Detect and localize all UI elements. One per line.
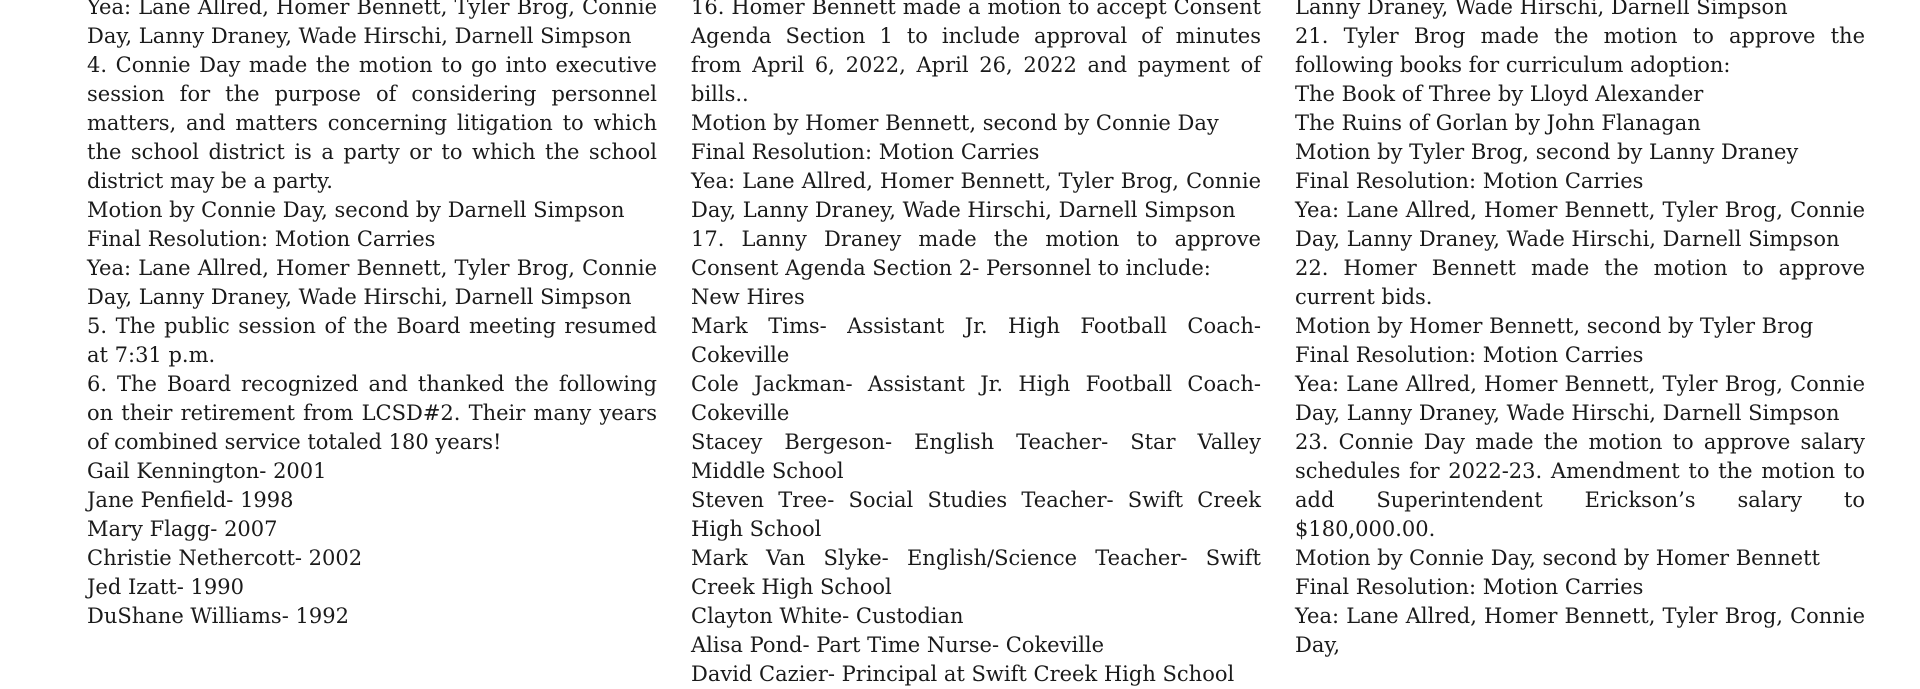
paragraph-motion-22: Motion by Homer Bennett, second by Tyler Brog (1295, 314, 1814, 338)
column-3 (1295, 0, 1865, 660)
section-new-hires: New Hires (691, 285, 805, 309)
paragraph-item-6: 6. The Board recognized and thanked the following on their retirement from LCSD#2. Their many years of combined service totaled 180 years! (87, 372, 657, 454)
retiree-2: Jane Penfield- 1998 (87, 488, 294, 512)
paragraph-item-22: 22. Homer Bennett made the motion to approve current bids. (1295, 256, 1865, 309)
paragraph-resolution-16: Final Resolution: Motion Carries (691, 140, 1040, 164)
hire-2: Cole Jackman- Assistant Jr. High Football Coach- Cokeville (691, 372, 1261, 425)
paragraph-vote-16: Yea: Lane Allred, Homer Bennett, Tyler Brog, Connie Day, Lanny Draney, Wade Hirschi, Darnell Simpson (691, 169, 1261, 222)
paragraph-resolution-21: Final Resolution: Motion Carries (1295, 169, 1644, 193)
hire-4: Steven Tree- Social Studies Teacher- Swift Creek High School (691, 488, 1261, 541)
retiree-4: Christie Nethercott- 2002 (87, 546, 363, 570)
paragraph-item-5: 5. The public session of the Board meeting resumed at 7:31 p.m. (87, 314, 657, 367)
paragraph-item-17: 17. Lanny Draney made the motion to approve Consent Agenda Section 2- Personnel to include: (691, 227, 1261, 280)
hire-5: Mark Van Slyke- English/Science Teacher- Swift Creek High School (691, 546, 1261, 599)
paragraph-item-16: 16. Homer Bennett made a motion to accept Consent Agenda Section 1 to include approval of minutes from April 6, 2022, April 26, 2022 and payment of bills.. (691, 0, 1261, 106)
book-1: The Book of Three by Lloyd Alexander (1295, 82, 1704, 106)
hire-3: Stacey Bergeson- English Teacher- Star Valley Middle School (691, 430, 1261, 483)
paragraph-vote-22: Yea: Lane Allred, Homer Bennett, Tyler Brog, Connie Day, Lanny Draney, Wade Hirschi, Darnell Simpson (1295, 372, 1865, 425)
retiree-1: Gail Kennington- 2001 (87, 459, 327, 483)
paragraph-motion-23: Motion by Connie Day, second by Homer Bennett (1295, 546, 1820, 570)
hire-1: Mark Tims- Assistant Jr. High Football Coach- Cokeville (691, 314, 1261, 367)
paragraph-motion-16: Motion by Homer Bennett, second by Connie Day (691, 111, 1219, 135)
retiree-6: DuShane Williams- 1992 (87, 604, 349, 628)
paragraph-motion-21: Motion by Tyler Brog, second by Lanny Draney (1295, 140, 1799, 164)
hire-6: Clayton White- Custodian (691, 604, 964, 628)
hire-8: David Cazier- Principal at Swift Creek High School (691, 662, 1235, 686)
paragraph-vote-1: Yea: Lane Allred, Homer Bennett, Tyler Brog, Connie Day, Lanny Draney, Wade Hirschi, Darnell Simpson (87, 0, 657, 48)
paragraph-resolution-23: Final Resolution: Motion Carries (1295, 575, 1644, 599)
paragraph-vote-4: Yea: Lane Allred, Homer Bennett, Tyler Brog, Connie Day, Lanny Draney, Wade Hirschi, Darnell Simpson (87, 256, 657, 309)
retiree-5: Jed Izatt- 1990 (87, 575, 244, 599)
paragraph-motion-4: Motion by Connie Day, second by Darnell Simpson (87, 198, 625, 222)
retiree-3: Mary Flagg- 2007 (87, 517, 278, 541)
paragraph-item-23: 23. Connie Day made the motion to approve salary schedules for 2022-23. Amendment to the motion to add Superintendent Erickson’s salary to $180,000.00. (1295, 430, 1865, 541)
book-2: The Ruins of Gorlan by John Flanagan (1295, 111, 1701, 135)
paragraph-resolution-4: Final Resolution: Motion Carries (87, 227, 436, 251)
hire-7: Alisa Pond- Part Time Nurse- Cokeville (691, 633, 1105, 657)
paragraph-resolution-22: Final Resolution: Motion Carries (1295, 343, 1644, 367)
paragraph-vote-continued: Lanny Draney, Wade Hirschi, Darnell Simpson (1295, 0, 1788, 19)
column-2 (691, 0, 1261, 689)
paragraph-vote-21: Yea: Lane Allred, Homer Bennett, Tyler Brog, Connie Day, Lanny Draney, Wade Hirschi, Darnell Simpson (1295, 198, 1865, 251)
paragraph-item-21: 21. Tyler Brog made the motion to approve the following books for curriculum adoption: (1295, 24, 1865, 77)
paragraph-vote-23: Yea: Lane Allred, Homer Bennett, Tyler Brog, Connie Day, (1295, 604, 1865, 657)
column-1 (87, 0, 657, 631)
paragraph-item-4: 4. Connie Day made the motion to go into executive session for the purpose of considering personnel matters, and matters concerning litigation to which the school district is a party or to which the school district may be a party. (87, 53, 657, 193)
